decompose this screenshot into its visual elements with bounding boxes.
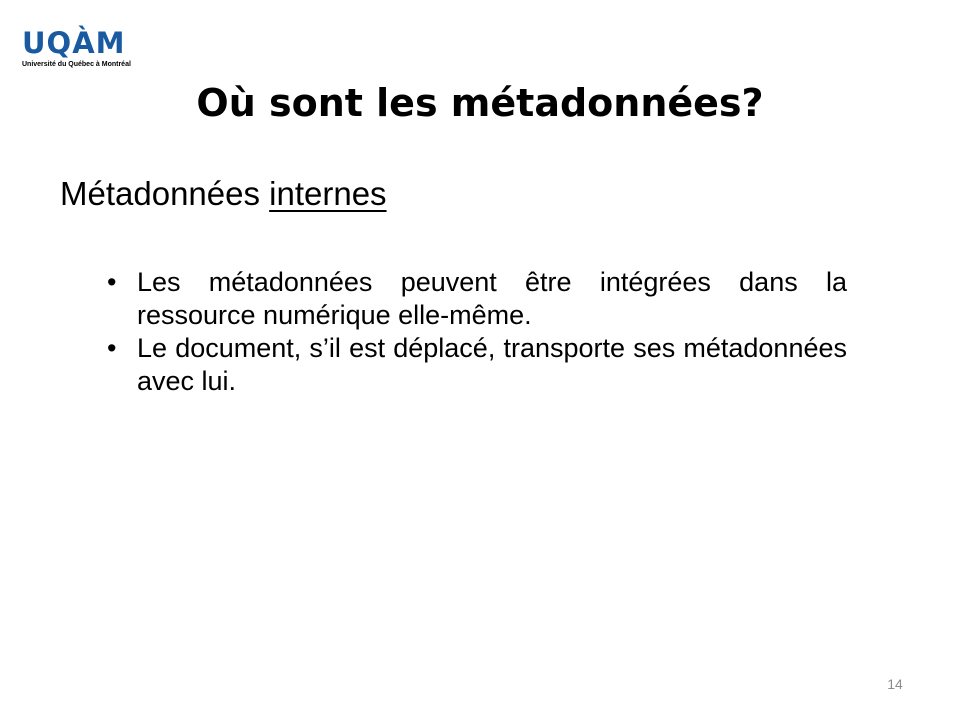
uqam-logo (22, 28, 132, 69)
bullet-text: Les métadonnées peuvent être intégrées dans la ressource numérique elle-même. (137, 267, 847, 330)
bullet-marker: • (107, 333, 117, 363)
bullet-marker: • (107, 267, 117, 297)
bullet-list (107, 266, 847, 398)
bullet-item (107, 266, 847, 332)
uqam-logo-subtitle: Université du Québec à Montréal (22, 61, 131, 68)
page-number: 14 (887, 676, 903, 692)
bullet-item (107, 332, 847, 398)
subheading-underlined-word: internes (269, 175, 387, 212)
uqam-logo-mark: UQÀM (22, 26, 126, 60)
slide-title: Où sont les métadonnées? (196, 81, 764, 125)
bullet-text: Le document, s’il est déplacé, transporte ses métadonnées avec lui. (137, 333, 847, 396)
subheading (60, 172, 387, 216)
subheading-prefix: Métadonnées (60, 175, 270, 212)
